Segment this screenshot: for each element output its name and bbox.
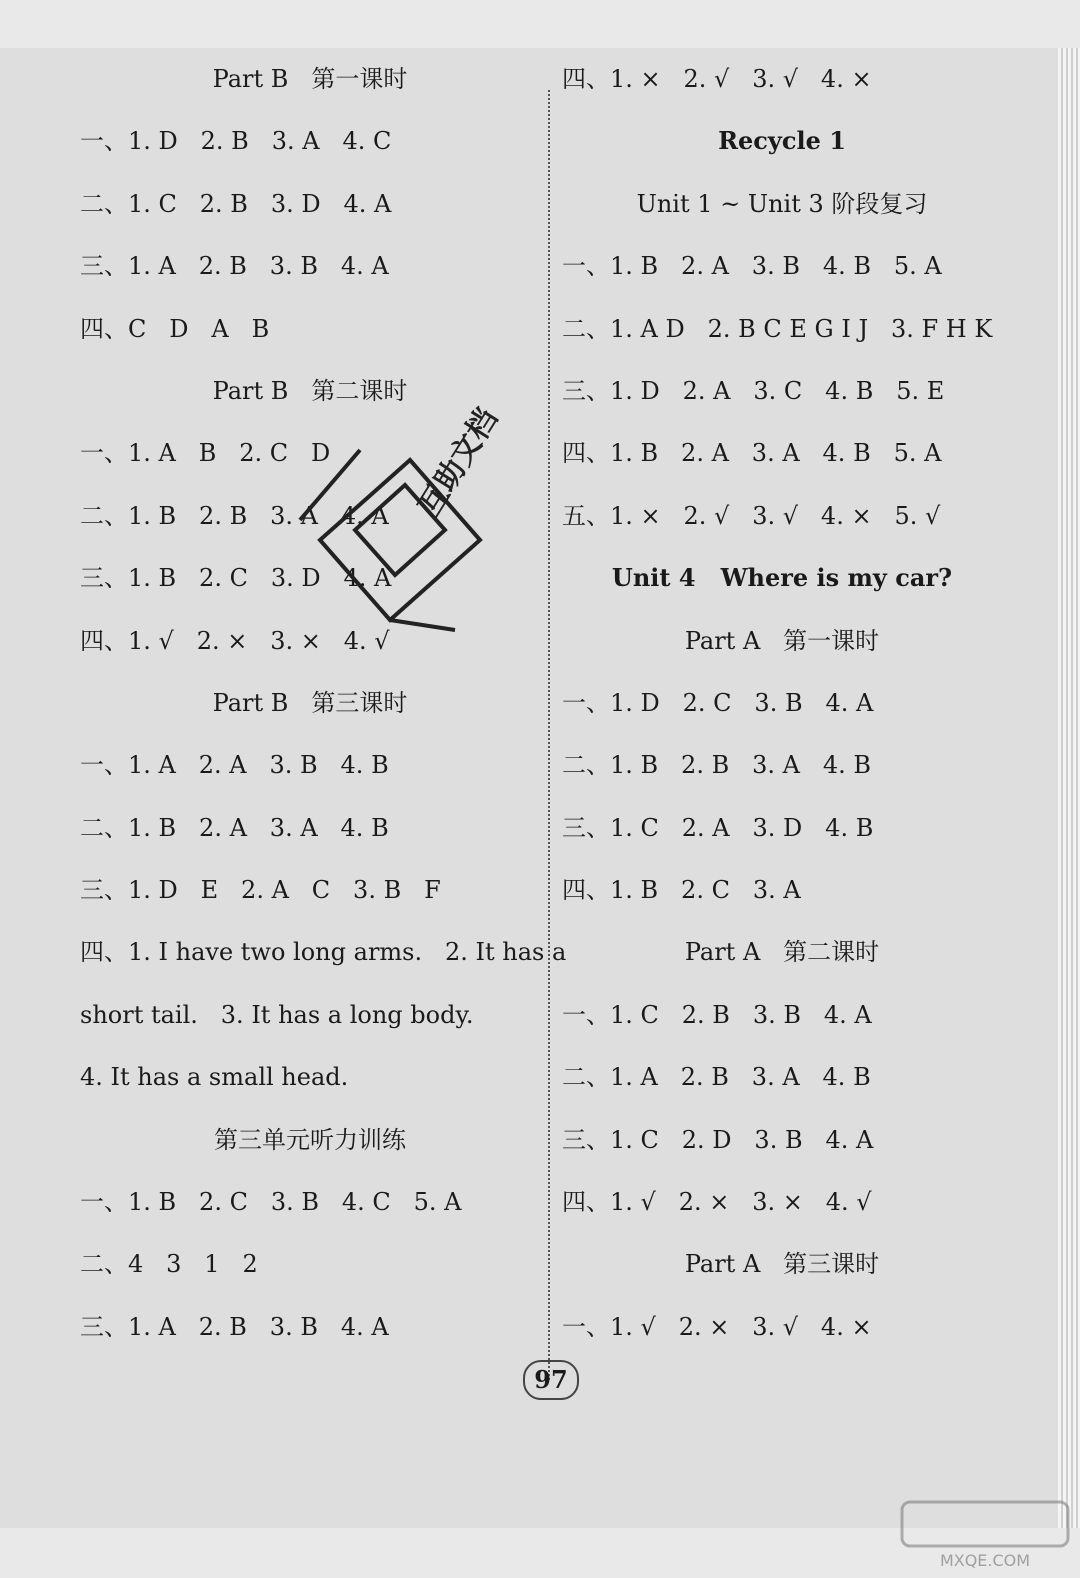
answer-line: 三、1. C 2. A 3. D 4. B [562,813,874,842]
column-divider [548,90,550,1380]
page-edge-stack [1058,48,1080,1528]
answer-line: 二、1. A 2. B 3. A 4. B [562,1063,871,1092]
answer-line: 五、1. × 2. √ 3. √ 4. × 5. √ [562,501,941,530]
answer-line: 三、1. C 2. D 3. B 4. A [562,1125,874,1154]
answer-line: 二、1. B 2. B 3. A 4. B [562,751,872,780]
answer-line: 4. It has a small head. [80,1063,349,1092]
answer-line: 二、4 3 1 2 [80,1250,258,1279]
watermark-logo [900,1500,1070,1570]
page-number: 97 [523,1360,579,1400]
section-heading: Part A 第二课时 [684,938,880,967]
answer-line: 一、1. B 2. A 3. B 4. B 5. A [562,252,942,281]
answer-line: 三、1. D 2. A 3. C 4. B 5. E [562,376,945,405]
answer-line: 三、1. A 2. B 3. B 4. A [80,252,389,281]
answer-line: 四、1. B 2. A 3. A 4. B 5. A [562,439,942,468]
answer-line: 三、1. B 2. C 3. D 4. A [80,564,392,593]
answer-line: 一、1. D 2. C 3. B 4. A [562,688,874,717]
section-heading: Part B 第三课时 [212,688,408,717]
section-heading: Part A 第一课时 [684,626,880,655]
answer-line: 二、1. A D 2. B C E G I J 3. F H K [562,314,993,343]
section-heading: 第三单元听力训练 [214,1125,406,1154]
section-heading: Unit 1 ~ Unit 3 阶段复习 [636,189,928,218]
answer-line: 四、1. √ 2. × 3. × 4. √ [80,626,390,655]
answer-line: 一、1. √ 2. × 3. √ 4. × [562,1312,872,1341]
answer-line: 四、1. × 2. √ 3. √ 4. × [562,65,872,93]
answer-line: 二、1. B 2. A 3. A 4. B [80,813,389,842]
right-answer-column [562,48,1002,1388]
answer-line: 四、1. B 2. C 3. A [562,876,801,905]
section-heading: Recycle 1 [718,126,846,156]
answer-line: 一、1. B 2. C 3. B 4. C 5. A [80,1188,462,1217]
answer-line: 四、1. √ 2. × 3. × 4. √ [562,1188,872,1217]
section-heading: Part B 第一课时 [212,65,408,93]
answer-line: 三、1. A 2. B 3. B 4. A [80,1312,389,1341]
stamp-text: 互助文档 [411,402,506,523]
watermark-text: MXQE.COM [939,1551,1031,1570]
answer-line: 三、1. D E 2. A C 3. B F [80,876,441,905]
answer-line: 四、1. I have two long arms. 2. It has a [80,938,567,967]
answer-line: 二、1. C 2. B 3. D 4. A [80,189,392,218]
answer-line: short tail. 3. It has a long body. [80,1000,474,1029]
section-heading: Unit 4 Where is my car? [611,563,953,593]
answer-line: 一、1. C 2. B 3. B 4. A [562,1000,872,1029]
section-heading: Part B 第二课时 [212,376,408,405]
answer-line: 二、1. B 2. B 3. A 4. A [80,501,389,530]
answer-line: 四、C D A B [80,314,270,343]
section-heading: Part A 第三课时 [684,1250,880,1279]
answer-line: 一、1. D 2. B 3. A 4. C [80,127,392,156]
answer-line: 一、1. A B 2. C D [80,439,331,468]
answer-line: 一、1. A 2. A 3. B 4. B [80,751,389,780]
